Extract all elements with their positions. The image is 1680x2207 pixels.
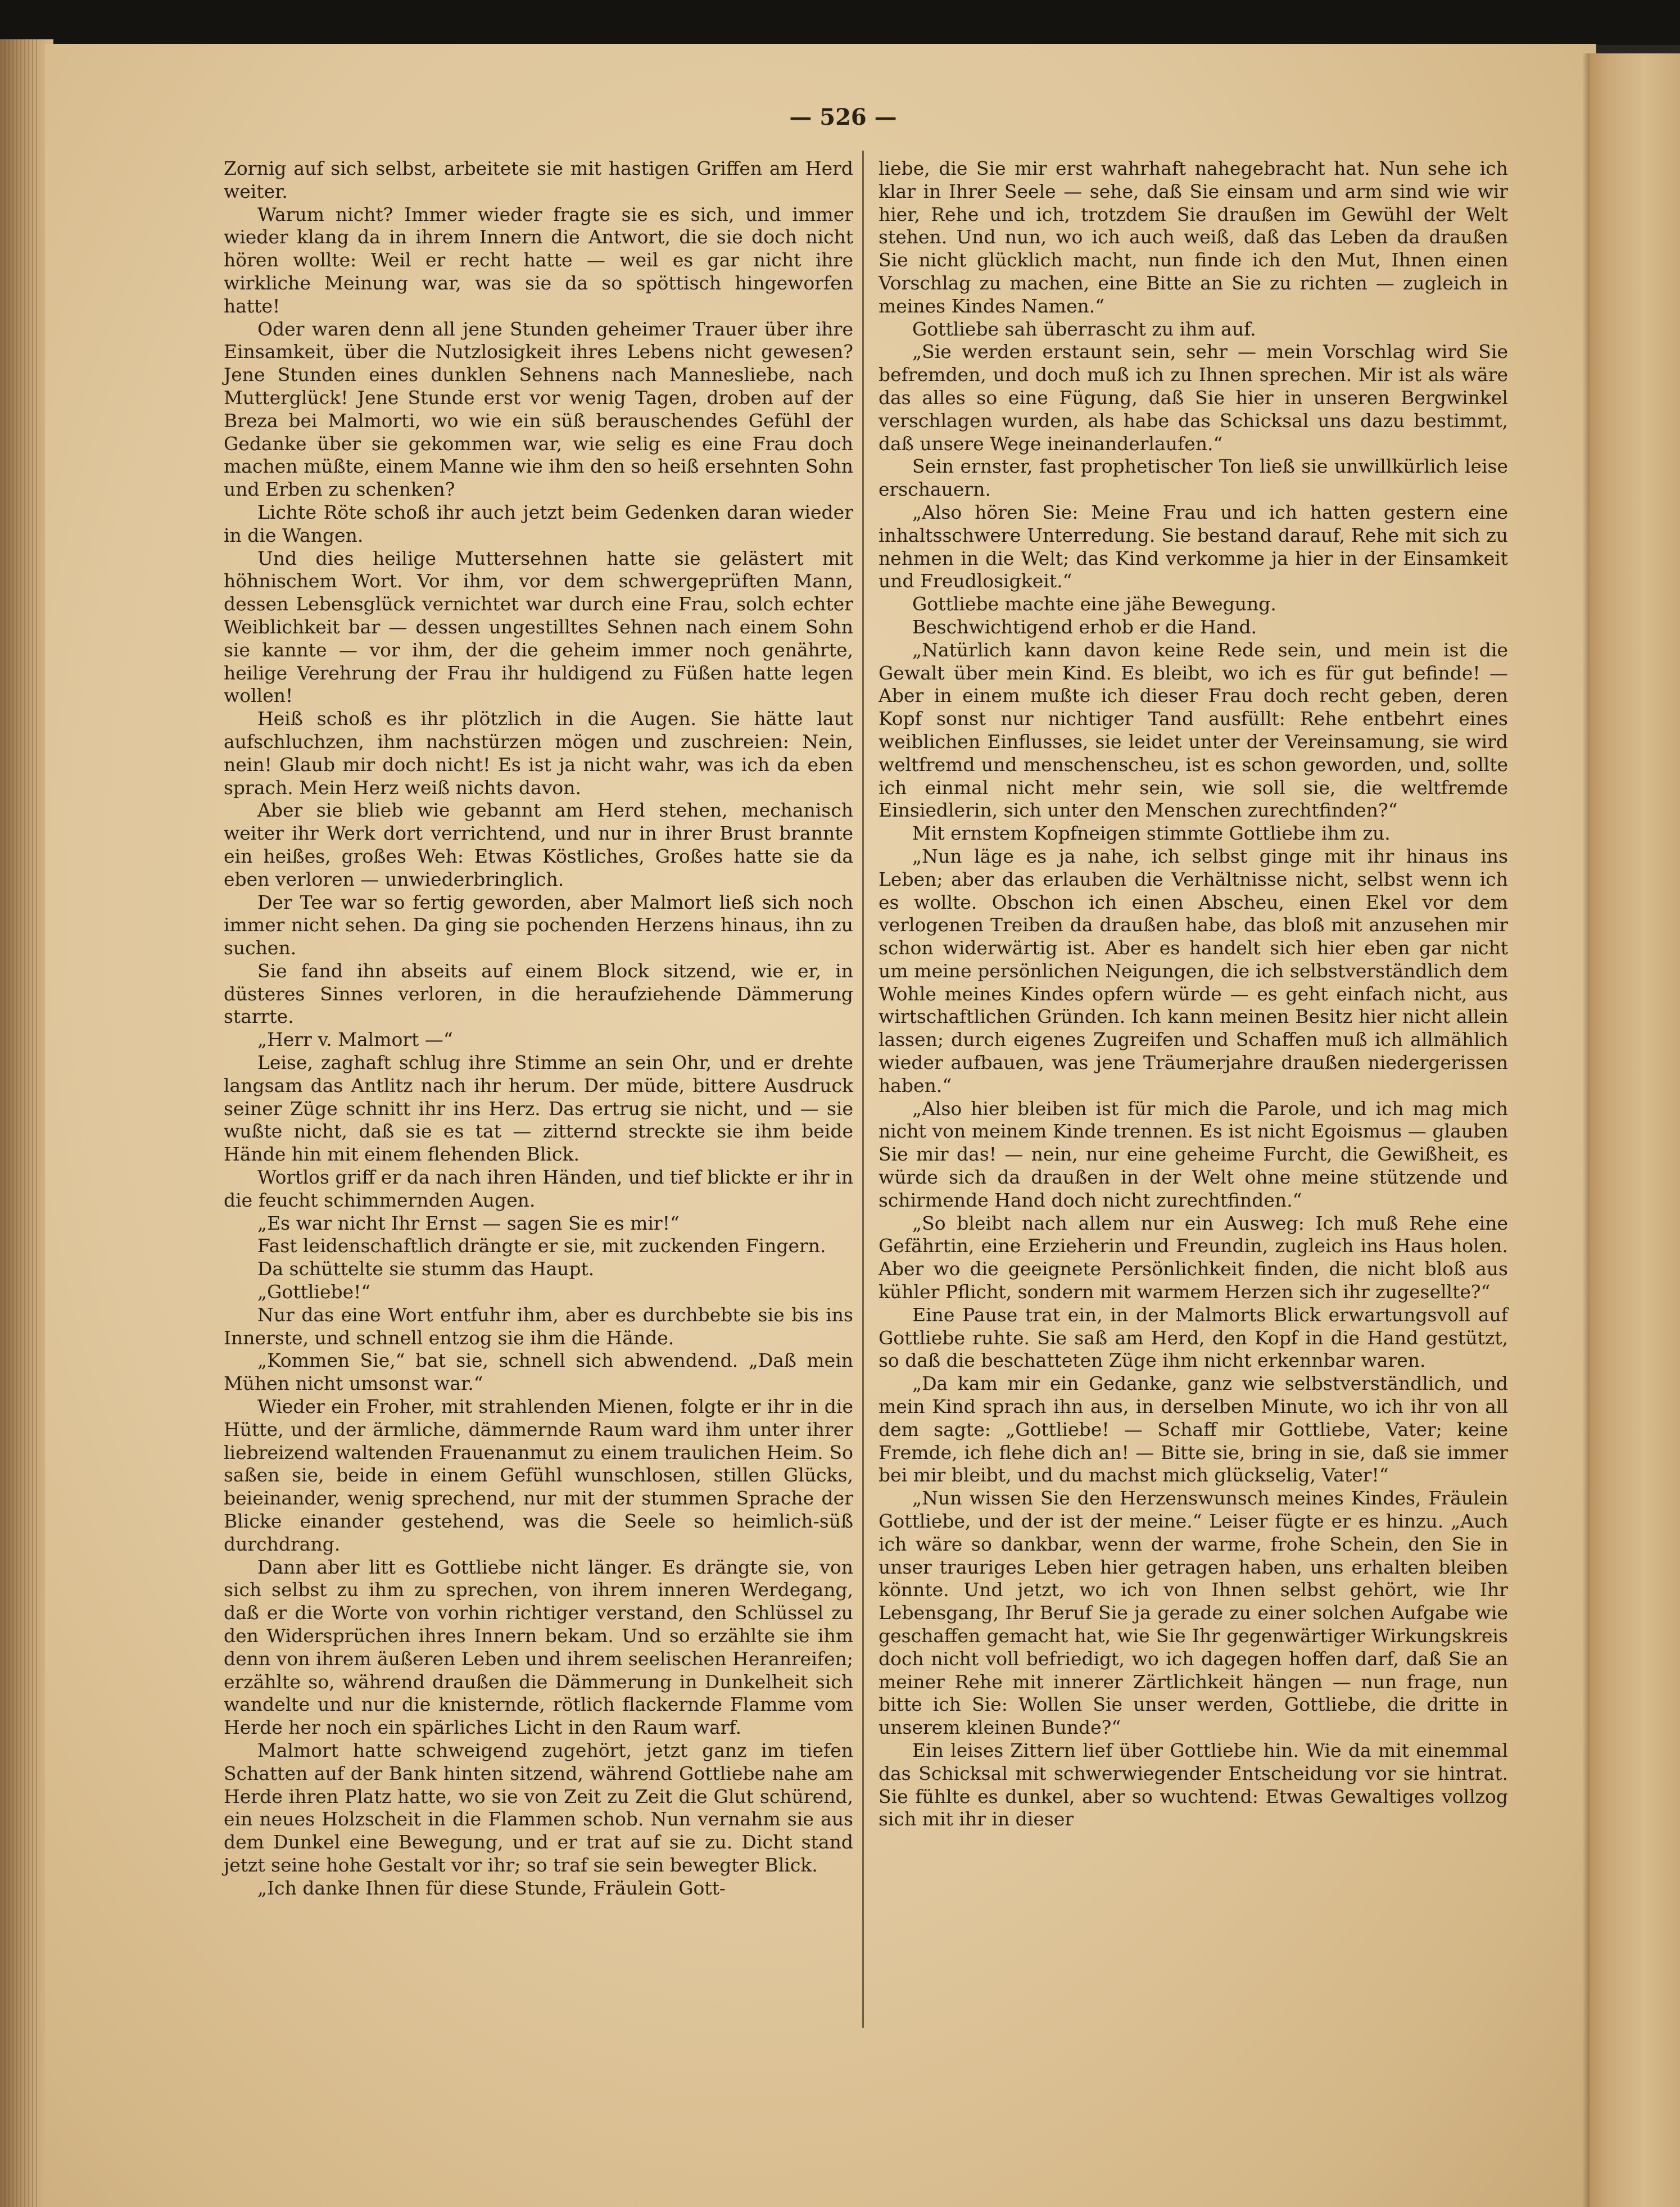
paragraph: „Da kam mir ein Gedanke, ganz wie selbstverständlich, und mein Kind sprach ihn aus, in derselben Minute, wo ich ihr von all dem sagte: „Gottliebe! — Schaff mir Gottliebe, Vater; keine Fremde, ich flehe dich an! — Bitte sie, bring in sie, daß sie immer bei mir bleibt, und du machst mich glückselig, Vater!“ — [879, 1372, 1508, 1487]
paragraph: Oder waren denn all jene Stunden geheimer Trauer über ihre Einsamkeit, über die Nutzlosigkeit ihres Lebens nicht gewesen? Jene Stunden eines dunklen Sehnens nach Mannesliebe, nach Mutterglück! Jene Stunde erst vor wenig Tagen, droben auf der Breza bei Malmorti, wo wie ein süß berauschendes Gefühl der Gedanke über sie gekommen war, wie selig es eine Frau doch machen müßte, einem Manne wie ihm den so heiß ersehnten Sohn und Erben zu schenken? — [224, 318, 853, 501]
paragraph: „Es war nicht Ihr Ernst — sagen Sie es mir!“ — [257, 1212, 680, 1234]
paragraph: „Sie werden erstaunt sein, sehr — mein Vorschlag wird Sie befremden, und doch muß ich zu Ihnen sprechen. Mir ist als wäre das alles so eine Fügung, daß Sie hier in unseren Bergwinkel verschlagen wurden, als habe das Schicksal uns dazu bestimmt, daß unsere Wege ineinanderlaufen.“ — [879, 341, 1508, 455]
paragraph: Gottliebe machte eine jähe Bewegung. — [912, 593, 1276, 615]
paragraph: Zornig auf sich selbst, arbeitete sie mit hastigen Griffen am Herd weiter. — [224, 157, 853, 202]
paragraph: Sein ernster, fast prophetischer Ton ließ sie unwillkürlich leise erschauern. — [879, 455, 1508, 501]
paragraph: „Herr v. Malmort —“ — [257, 1028, 453, 1051]
paragraph: „Nun läge es ja nahe, ich selbst ginge mit ihr hinaus ins Leben; aber das erlauben die Verhältnisse nicht, selbst wenn ich es wollte. Obschon ich einen Abscheu, einen Ekel vor dem verlogenen Treiben da draußen habe, das bloß mit anzusehen mir schon widerwärtig ist. Aber es handelt sich hier eben gar nicht um meine persönlichen Neigungen, die ich selbstverständlich dem Wohle meines Kindes opfern würde — es geht einfach nicht, aus wirtschaftlichen Gründen. Ich kann meinen Besitz hier nicht allein lassen; durch eigenes Zugreifen und Schaffen muß ich allmählich wieder aufbauen, was jene Träumerjahre draußen niedergerissen haben.“ — [879, 845, 1508, 1096]
paragraph: Ein leises Zittern lief über Gottliebe hin. Wie da mit einemmal das Schicksal mit schwerwiegender Entscheidung vor sie hintrat. Sie fühlte es dunkel, aber so wuchtend: Etwas Gewaltiges vollzog sich mit ihr in dieser — [879, 1739, 1508, 1830]
paragraph: Sie fand ihn abseits auf einem Block sitzend, wie er, in düsteres Sinnes verloren, in die heraufziehende Dämmerung starrte. — [224, 959, 853, 1028]
paragraph: Leise, zaghaft schlug ihre Stimme an sein Ohr, und er drehte langsam das Antlitz nach ihr herum. Der müde, bittere Ausdruck seiner Züge schnitt ihr ins Herz. Das ertrug sie nicht, und — sie wußte nicht, daß sie es tat — zitternd streckte sie ihm beide Hände hin mit einem flehenden Blick. — [224, 1052, 853, 1166]
paragraph: Aber sie blieb wie gebannt am Herd stehen, mechanisch weiter ihr Werk dort verrichtend, und nur in ihrer Brust brannte ein heißes, großes Weh: Etwas Köstliches, Großes hatte sie da eben verloren — unwiederbringlich. — [224, 799, 853, 890]
page-number: — 526 — — [789, 104, 897, 130]
paragraph: Beschwichtigend erhob er die Hand. — [912, 615, 1257, 638]
column-rule — [862, 151, 864, 2028]
next-page-edge — [1590, 53, 1680, 2207]
paragraph: „Nun wissen Sie den Herzenswunsch meines Kindes, Fräulein Gottliebe, und der ist der meine.“ Leiser fügte er es hinzu. „Auch ich wäre so dankbar, wenn der warme, frohe Schein, den Sie in unser trauriges Leben hier getragen haben, uns erhalten bleiben könnte. Und jetzt, wo ich von Ihnen selbst gehört, wie Ihr Lebensgang, Ihr Beruf Sie ja gerade zu einer solchen Aufgabe wie geschaffen gemacht hat, wie Sie Ihr gegenwärtiger Wirkungskreis doch nicht voll befriedigt, wo ich dagegen hoffen darf, daß Sie an meiner Rehe mit innerer Zärtlichkeit hängen — nun frage, nun bitte ich Sie: Wollen Sie unser werden, Gottliebe, die dritte in unserem kleinen Bunde?“ — [879, 1487, 1508, 1739]
paragraph: Wieder ein Froher, mit strahlenden Mienen, folgte er ihr in die Hütte, und der ärmliche, dämmernde Raum ward ihm unter ihrer liebreizend waltenden Frauenanmut zu einem traulichen Heim. So saßen sie, beide in einem Gefühl wunschlosen, stillen Glücks, beieinander, wenig sprechend, nur mit der stummen Sprache der Blicke einander gestehend, was die Seele so heimlich-süß durchdrang. — [224, 1395, 853, 1555]
paragraph: Wortlos griff er da nach ihren Händen, und tief blickte er ihr in die feucht schimmernden Augen. — [224, 1166, 853, 1211]
right-column — [879, 157, 1508, 1831]
paragraph: Lichte Röte schoß ihr auch jetzt beim Gedenken daran wieder in die Wangen. — [224, 501, 853, 546]
top-dark-band — [0, 0, 1680, 45]
paragraph: Da schüttelte sie stumm das Haupt. — [257, 1258, 595, 1280]
paragraph: „Gottliebe!“ — [257, 1281, 371, 1303]
paragraph: „Natürlich kann davon keine Rede sein, und mein ist die Gewalt über mein Kind. Es bleibt, wo ich es für gut befinde! — Aber in einem mußte ich dieser Frau doch recht geben, deren Kopf sonst nur nichtiger Tand ausfüllt: Rehe entbehrt eines weiblichen Einflusses, sie leidet unter der Vereinsamung, sie wird weltfremd und menschenscheu, ist es schon geworden, und, sollte ich einmal nicht mehr sein, wie soll sie, die weltfremde Einsiedlerin, sich unter den Menschen zurechtfinden?“ — [879, 638, 1508, 822]
paragraph: „So bleibt nach allem nur ein Ausweg: Ich muß Rehe eine Gefährtin, eine Erzieherin und Freundin, zugleich ins Haus holen. Aber wo die geeignete Persönlichkeit finden, die nicht bloß aus kühler Pflicht, sondern mit warmem Herzen sich ihr zugesellte?“ — [879, 1212, 1508, 1303]
paragraph: Malmort hatte schweigend zugehört, jetzt ganz im tiefen Schatten auf der Bank hinten sitzend, während Gottliebe nahe am Herde ihren Platz hatte, wo sie von Zeit zu Zeit die Glut schürend, ein neues Holzscheit in die Flammen schob. Nun vernahm sie aus dem Dunkel eine Bewegung, und er trat auf sie zu. Dicht stand jetzt seine hohe Gestalt vor ihr; so traf sie sein bewegter Blick. — [224, 1739, 853, 1876]
book-spine-lines — [4, 39, 38, 2207]
paragraph: Dann aber litt es Gottliebe nicht länger. Es drängte sie, von sich selbst zu ihm zu sprechen, von ihrem inneren Werdegang, daß er die Worte von vorhin richtiger verstand, den Schlüssel zu den Widersprüchen ihres Innern bekam. Und so erzählte sie ihm denn von ihrem äußeren Leben und ihrem seelischen Heranreifen; erzählte so, während draußen die Dämmerung in Dunkelheit sich wandelte und nur die knisternde, rötlich flackernde Flamme vom Herde her noch ein spärliches Licht in den Raum warf. — [224, 1556, 853, 1739]
paragraph: Eine Pause trat ein, in der Malmorts Blick erwartungsvoll auf Gottliebe ruhte. Sie saß am Herd, den Kopf in die Hand gestützt, so daß die beschatteten Züge ihm nicht erkennbar waren. — [879, 1303, 1508, 1372]
paragraph: Fast leidenschaftlich drängte er sie, mit zuckenden Fingern. — [257, 1235, 826, 1257]
paragraph: Warum nicht? Immer wieder fragte sie es sich, und immer wieder klang da in ihrem Innern die Antwort, die sie doch nicht hören wollte: Weil er recht hatte — weil es gar nicht ihre wirkliche Meinung war, was sie da so spöttisch hingeworfen hatte! — [224, 203, 853, 317]
paragraph: liebe, die Sie mir erst wahrhaft nahegebracht hat. Nun sehe ich klar in Ihrer Seele — sehe, daß Sie einsam und arm sind wie wir hier, Rehe und ich, trotzdem Sie draußen im Gewühl der Welt stehen. Und nun, wo ich auch weiß, daß das Leben da draußen Sie nicht glücklich macht, nun finde ich den Mut, Ihnen einen Vorschlag zu machen, eine Bitte an Sie zu richten — zugleich in meines Kindes Namen.“ — [879, 157, 1508, 317]
paragraph: „Also hier bleiben ist für mich die Parole, und ich mag mich nicht von meinem Kinde trennen. Es ist nicht Egoismus — glauben Sie mir das! — nein, nur eine geheime Furcht, die Gewißheit, es würde sich da draußen in der Welt ohne meine stützende und schirmende Hand doch nicht zurechtfinden.“ — [879, 1097, 1508, 1211]
left-column — [224, 157, 853, 1900]
paragraph: Heiß schoß es ihr plötzlich in die Augen. Sie hätte laut aufschluchzen, ihm nachstürzen mögen und zuschreien: Nein, nein! Glaub mir doch nicht! Es ist ja nicht wahr, was ich da eben sprach. Mein Herz weiß nichts davon. — [224, 708, 853, 799]
paragraph: „Also hören Sie: Meine Frau und ich hatten gestern eine inhaltsschwere Unterredung. Sie bestand darauf, Rehe mit sich zu nehmen in die Welt; das Kind verkomme ja hier in der Einsamkeit und Freudlosigkeit.“ — [879, 501, 1508, 592]
paragraph: Und dies heilige Muttersehnen hatte sie gelästert mit höhnischem Wort. Vor ihm, vor dem schwergeprüften Mann, dessen Lebensglück vernichtet war durch eine Frau, solch echter Weiblichkeit bar — dessen ungestilltes Sehnen nach einem Sohn sie kannte — vor ihm, der die geheim immer noch genährte, heilige Verehrung der Frau ihr huldigend zu Füßen hatte legen wollen! — [224, 547, 853, 707]
paragraph: Mit ernstem Kopfneigen stimmte Gottliebe ihm zu. — [912, 822, 1391, 845]
paragraph: „Kommen Sie,“ bat sie, schnell sich abwendend. „Daß mein Mühen nicht umsonst war.“ — [224, 1349, 853, 1395]
paragraph: Nur das eine Wort entfuhr ihm, aber es durchbebte sie bis ins Innerste, und schnell entzog sie ihm die Hände. — [224, 1303, 853, 1349]
paragraph: Gottliebe sah überrascht zu ihm auf. — [912, 318, 1256, 340]
paragraph: „Ich danke Ihnen für diese Stunde, Fräulein Gott- — [257, 1877, 726, 1899]
paragraph: Der Tee war so fertig geworden, aber Malmort ließ sich noch immer nicht sehen. Da ging sie pochenden Herzens hinaus, ihn zu suchen. — [224, 891, 853, 959]
